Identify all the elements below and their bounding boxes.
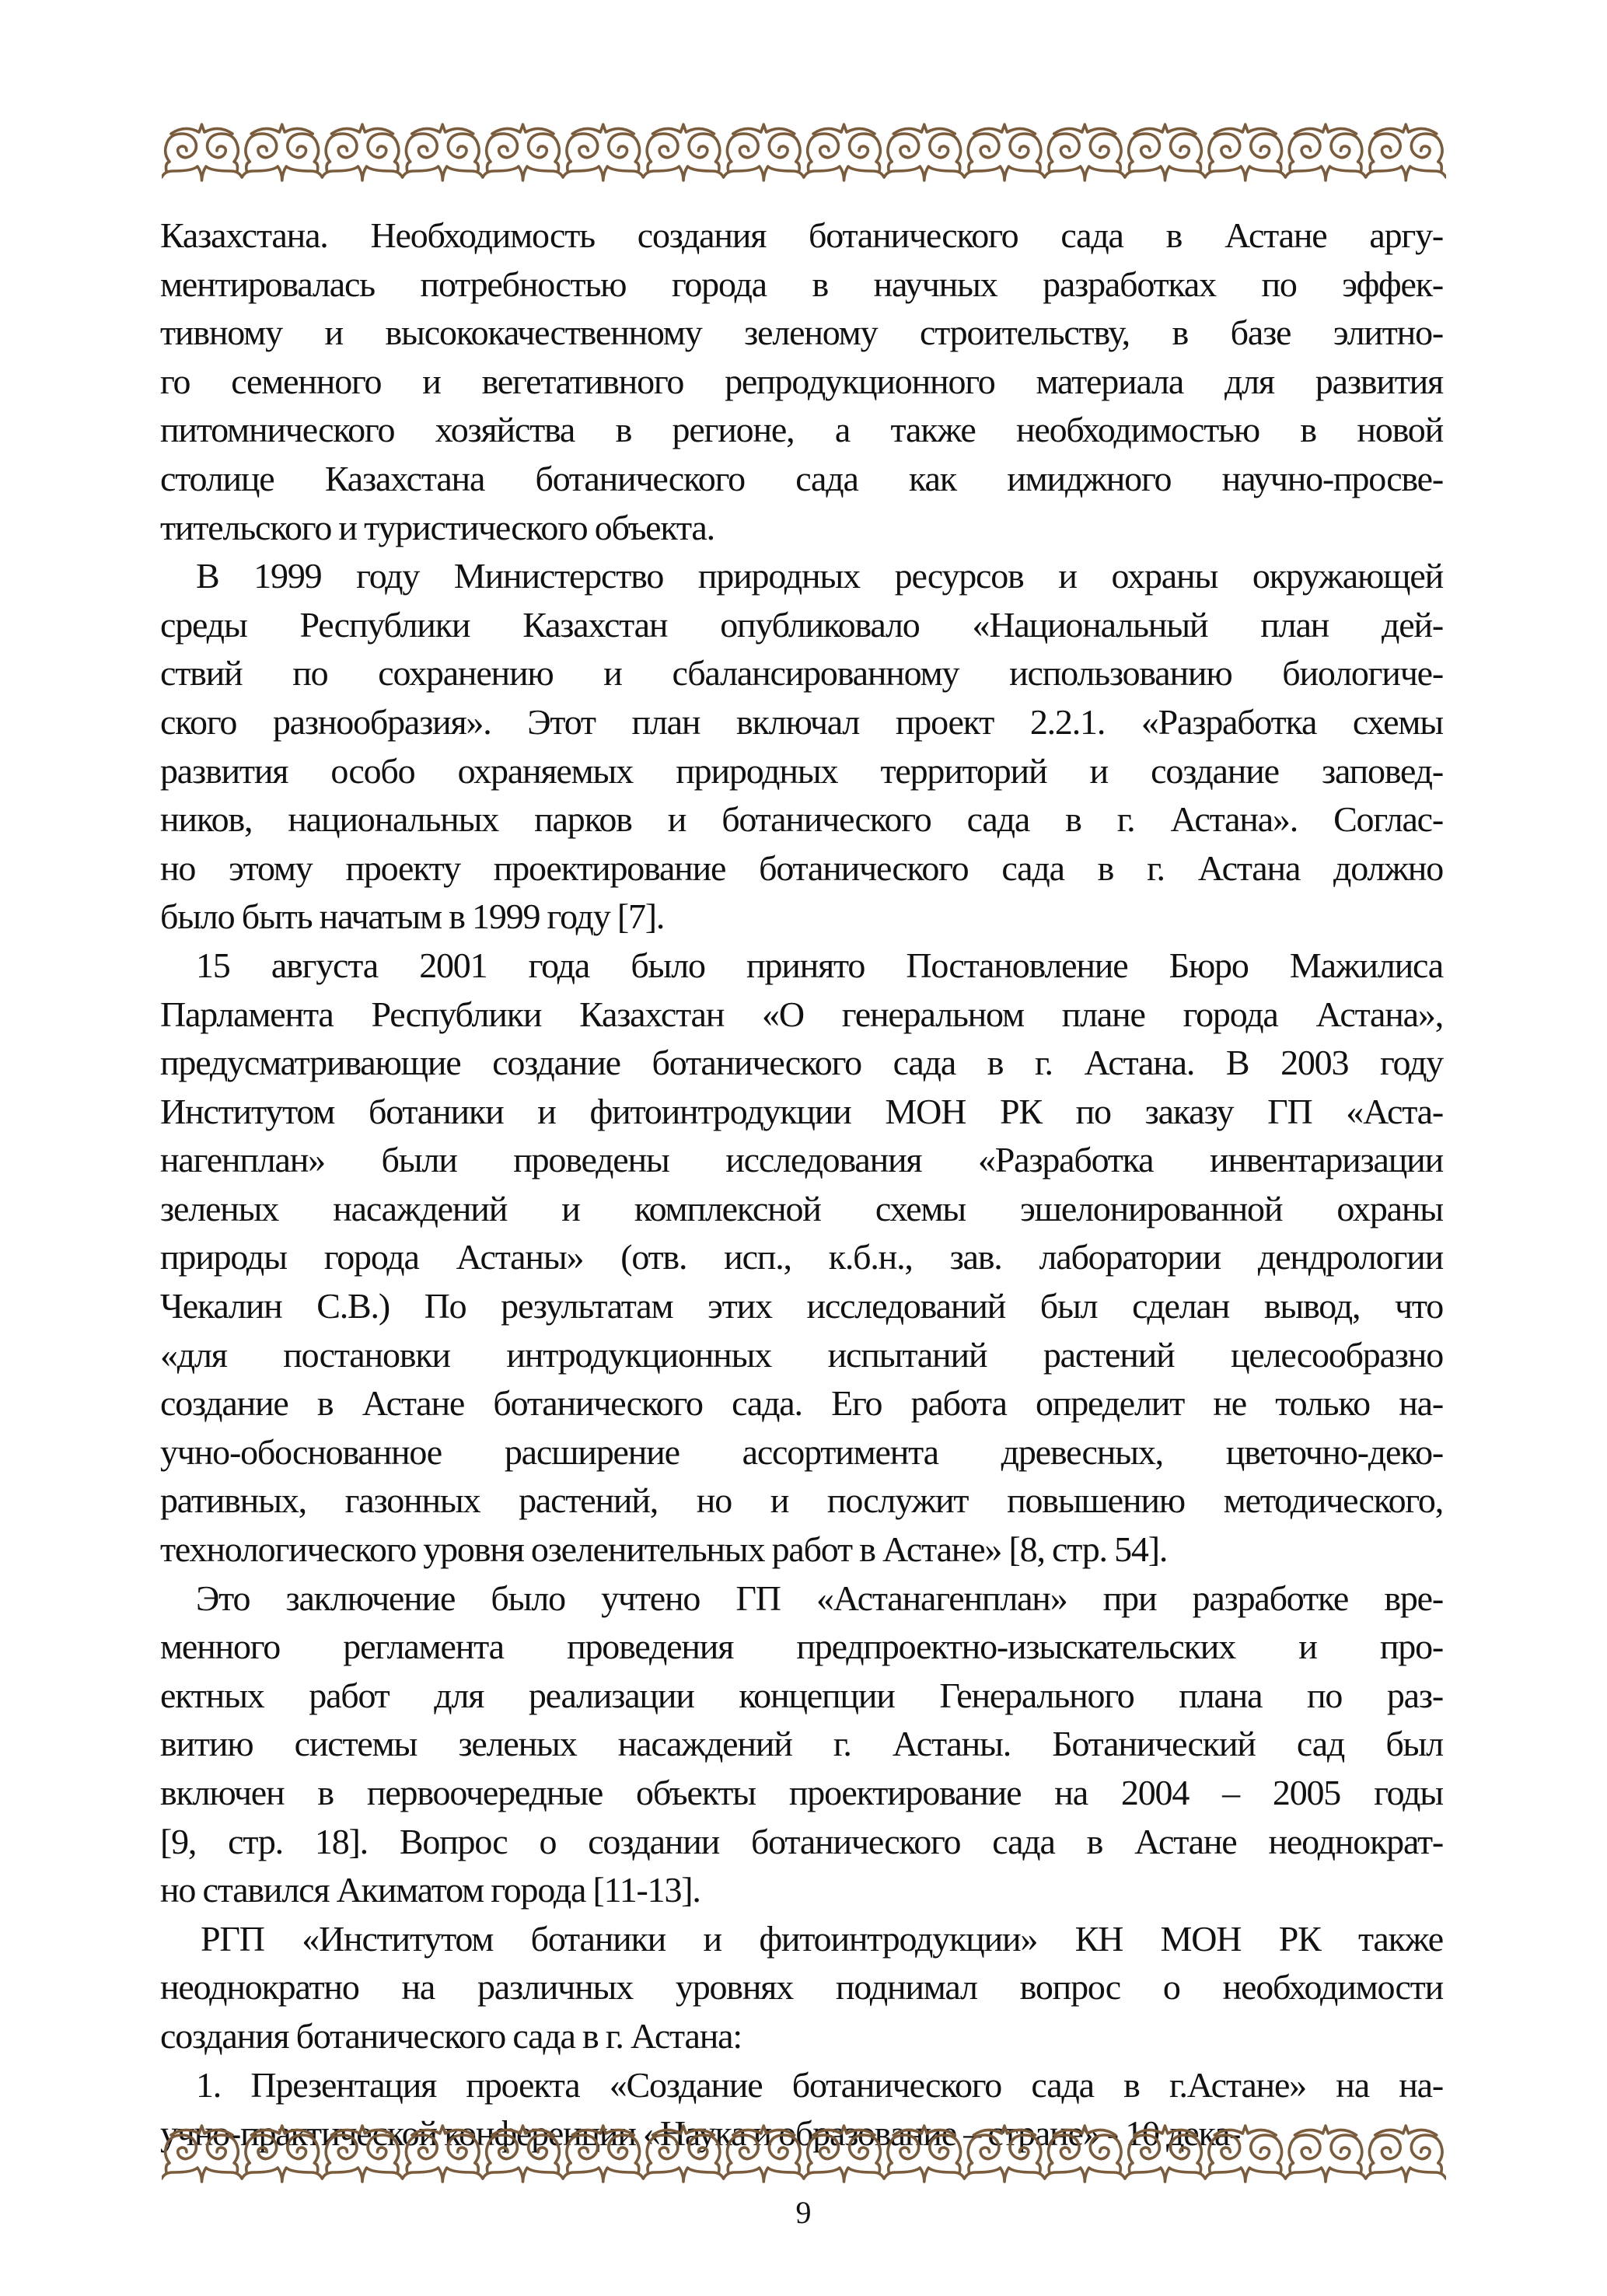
text-line: Институтом ботаники и фитоинтродукции МОН РК по заказу ГП «Аста-: [160, 1091, 1443, 1131]
text-line: но ставился Акиматом города [11-13].: [160, 1870, 700, 1910]
text-line: РГП «Институтом ботаники и фитоинтродукции» КН МОН РК также: [201, 1918, 1443, 1959]
document-body: [160, 211, 1443, 2158]
text-line: природы города Астаны» (отв. исп., к.б.н., зав. лаборатории дендрологии: [160, 1237, 1443, 1277]
text-line: ствий по сохранению и сбалансированному использованию биологиче-: [160, 653, 1443, 694]
page-number: 9: [795, 2195, 812, 2230]
text-line: [9, стр. 18]. Вопрос о создании ботанического сада в Астане неоднократ-: [160, 1821, 1443, 1861]
text-line: включен в первоочередные объекты проектирование на 2004 – 2005 годы: [160, 1773, 1443, 1812]
text-line: тивному и высококачественному зеленому строительству, в базе элитно-: [160, 313, 1443, 353]
paragraph: [160, 1574, 1443, 1915]
text-line: нагенплан» были проведены исследования «Разработка инвентаризации: [160, 1140, 1443, 1180]
text-line: развития особо охраняемых природных территорий и создание заповед-: [160, 750, 1443, 791]
text-line: го семенного и вегетативного репродукционного материала для развития: [160, 361, 1443, 401]
text-line: Чекалин С.В.) По результатам этих исследований был сделан вывод, что: [160, 1286, 1443, 1326]
text-line: ративных, газонных растений, но и послужит повышению методического,: [160, 1480, 1443, 1521]
text-line: создания ботанического сада в г. Астана:: [160, 2015, 742, 2056]
text-line: предусматривающие создание ботанического сада в г. Астана. В 2003 году: [160, 1043, 1443, 1083]
text-line: неоднократно на различных уровнях поднимал вопрос о необходимости: [160, 1967, 1443, 2008]
text-line: витию системы зеленых насаждений г. Астаны. Ботанический сад был: [160, 1724, 1443, 1764]
ornament-pattern-icon: [162, 2124, 1446, 2185]
paragraph: [160, 552, 1443, 942]
paragraph: [160, 942, 1443, 1574]
text-line: 1. Презентация проекта «Создание ботанического сада в г.Астане» на на-: [196, 2064, 1443, 2105]
text-line: столице Казахстана ботанического сада как имиджного научно-просве-: [160, 458, 1443, 498]
text-line: «для постановки интродукционных испытаний растений целесообразно: [160, 1334, 1443, 1375]
text-line: ников, национальных парков и ботанического сада в г. Астана». Соглас-: [160, 799, 1443, 840]
text-line: учно-практической конференции «Наука и образование – стране» - 10 дека-: [160, 2113, 1241, 2154]
paragraph: [160, 211, 1443, 552]
text-line: ектных работ для реализации концепции Генерального плана по раз-: [160, 1675, 1443, 1715]
text-line: тительского и туристического объекта.: [160, 507, 714, 547]
text-line: создание в Астане ботанического сада. Его работа определит не только на-: [160, 1383, 1443, 1424]
text-line: Парламента Республики Казахстан «О генеральном плане города Астана»,: [160, 994, 1443, 1034]
text-line: было быть начатым в 1999 году [7].: [160, 896, 665, 937]
text-line: Это заключение было учтено ГП «Астанагенплан» при разработке вре-: [196, 1578, 1443, 1618]
paragraph: [160, 1915, 1443, 2061]
text-line: 15 августа 2001 года было принято Постановление Бюро Мажилиса: [196, 945, 1443, 985]
text-line: учно-обоснованное расширение ассортимента древесных, цветочно-деко-: [160, 1431, 1443, 1472]
ornament-border-bottom-icon: [162, 2124, 1446, 2185]
text-line: среды Республики Казахстан опубликовало «Национальный план дей-: [160, 604, 1443, 645]
text-line: но этому проекту проектирование ботанического сада в г. Астана должно: [160, 847, 1443, 888]
text-line: ментировалась потребностью города в научных разработках по эффек-: [160, 264, 1443, 304]
text-line: Казахстана. Необходимость создания ботанического сада в Астане аргу-: [160, 215, 1443, 255]
text-line: питомнического хозяйства в регионе, а также необходимостью в новой: [160, 410, 1443, 450]
text-line: менного регламента проведения предпроектно-изыскательских и про-: [160, 1627, 1443, 1667]
text-line: ского разнообразия». Этот план включал проект 2.2.1. «Разработка схемы: [160, 701, 1443, 742]
text-line: В 1999 году Министерство природных ресурсов и охраны окружающей: [196, 556, 1443, 596]
ornament-pattern-icon: [162, 123, 1446, 183]
text-line: технологического уровня озеленительных работ в Астане» [8, стр. 54].: [160, 1529, 1168, 1570]
text-line: зеленых насаждений и комплексной схемы эшелонированной охраны: [160, 1188, 1443, 1228]
ornament-border-top-icon: [162, 123, 1446, 183]
